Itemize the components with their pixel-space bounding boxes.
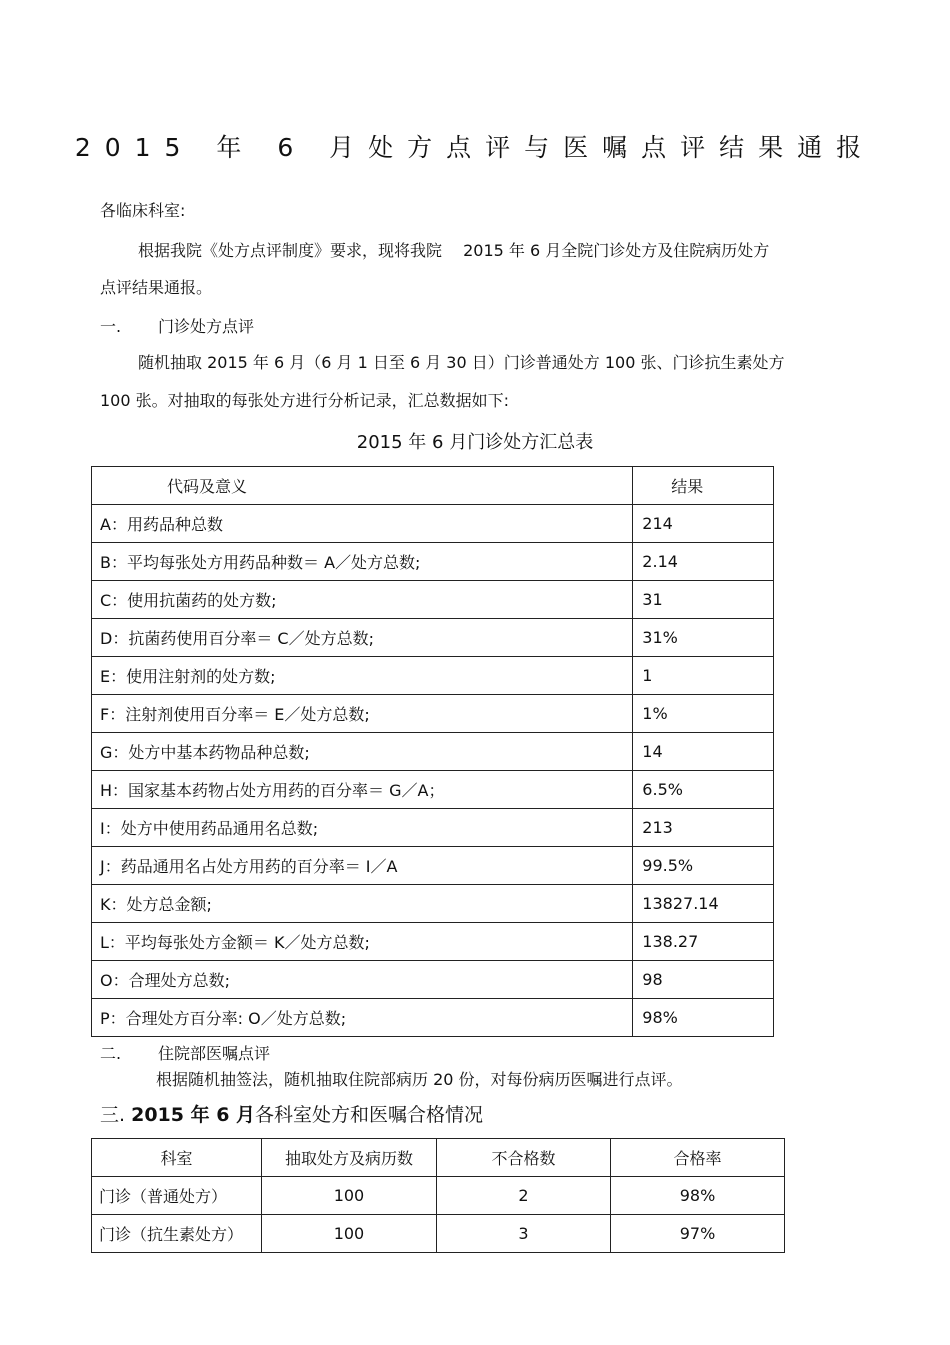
code-meaning-cell: P：合理处方百分率: O／处方总数; xyxy=(92,999,633,1037)
pass-rate-cell: 97% xyxy=(610,1215,784,1253)
result-cell: 98 xyxy=(633,961,774,999)
table-row xyxy=(92,809,774,847)
table-row xyxy=(92,999,774,1037)
result-cell: 1% xyxy=(633,695,774,733)
fail-count-cell: 2 xyxy=(436,1177,610,1215)
table-row xyxy=(92,961,774,999)
table-row xyxy=(92,505,774,543)
code-meaning-cell: C：使用抗菌药的处方数; xyxy=(92,581,633,619)
column-header-fail-count: 不合格数 xyxy=(436,1139,610,1177)
column-header-code: 代码及意义 xyxy=(92,467,633,505)
code-meaning-cell: F：注射剂使用百分率＝ E／处方总数; xyxy=(92,695,633,733)
result-cell: 138.27 xyxy=(633,923,774,961)
section-3-heading xyxy=(100,1100,483,1127)
code-meaning-cell: I：处方中使用药品通用名总数; xyxy=(92,809,633,847)
code-meaning-cell: L：平均每张处方金额＝ K／处方总数; xyxy=(92,923,633,961)
code-meaning-cell: H：国家基本药物占处方用药的百分率＝ G／A； xyxy=(92,771,633,809)
table-row xyxy=(92,581,774,619)
section-3-title-rest: 各科室处方和医嘱合格情况 xyxy=(255,1104,484,1126)
table-row xyxy=(92,619,774,657)
result-cell: 214 xyxy=(633,505,774,543)
department-cell: 门诊（抗生素处方） xyxy=(92,1215,262,1253)
column-header-sample-count: 抽取处方及病历数 xyxy=(261,1139,436,1177)
table-row xyxy=(92,1215,785,1253)
code-meaning-cell: A：用药品种总数 xyxy=(92,505,633,543)
section-1-title: 门诊处方点评 xyxy=(158,317,255,336)
pass-rate-cell: 98% xyxy=(610,1177,784,1215)
code-meaning-cell: E：使用注射剂的处方数; xyxy=(92,657,633,695)
sample-count-cell: 100 xyxy=(261,1215,436,1253)
result-cell: 99.5% xyxy=(633,847,774,885)
result-cell: 1 xyxy=(633,657,774,695)
code-meaning-cell: G：处方中基本药物品种总数; xyxy=(92,733,633,771)
department-table xyxy=(91,1138,785,1253)
result-cell: 31 xyxy=(633,581,774,619)
section-3-title-bold: 2015 年 6 月 xyxy=(131,1104,256,1126)
code-meaning-cell: B：平均每张处方用药品种数＝ A／处方总数; xyxy=(92,543,633,581)
department-cell: 门诊（普通处方） xyxy=(92,1177,262,1215)
section-1-number: 一. xyxy=(100,317,122,336)
section-2-number: 二. xyxy=(100,1044,122,1063)
table-row xyxy=(92,885,774,923)
table-row xyxy=(92,733,774,771)
fail-count-cell: 3 xyxy=(436,1215,610,1253)
intro-paragraph-line-1: 根据我院《处方点评制度》要求，现将我院 2015 年 6 月全院门诊处方及住院病历处方 xyxy=(138,241,770,260)
result-cell: 98% xyxy=(633,999,774,1037)
table-header-row xyxy=(92,1139,785,1177)
intro-paragraph-line-2: 点评结果通报。 xyxy=(100,278,213,297)
code-meaning-cell: J：药品通用名占处方用药的百分率＝ I／A xyxy=(92,847,633,885)
section-2-title: 住院部医嘱点评 xyxy=(158,1044,271,1063)
column-header-pass-rate: 合格率 xyxy=(610,1139,784,1177)
table-header-row xyxy=(92,467,774,505)
section-1-paragraph-line-1: 随机抽取 2015 年 6 月（6 月 1 日至 6 月 30 日）门诊普通处方 100 张、门诊抗生素处方 xyxy=(138,353,785,372)
table-row xyxy=(92,543,774,581)
result-cell: 6.5% xyxy=(633,771,774,809)
table-row xyxy=(92,923,774,961)
summary-table-title: 2015 年 6 月门诊处方汇总表 xyxy=(356,432,594,453)
section-1-paragraph-line-2: 100 张。对抽取的每张处方进行分析记录，汇总数据如下: xyxy=(100,391,510,410)
result-cell: 14 xyxy=(633,733,774,771)
column-header-department: 科室 xyxy=(92,1139,262,1177)
code-meaning-cell: K：处方总金额; xyxy=(92,885,633,923)
code-meaning-cell: D：抗菌药使用百分率＝ C／处方总数; xyxy=(92,619,633,657)
result-cell: 2.14 xyxy=(633,543,774,581)
section-2-heading xyxy=(100,1041,270,1064)
section-1-heading xyxy=(100,314,254,337)
table-row xyxy=(92,771,774,809)
summary-table xyxy=(91,466,774,1037)
section-3-number: 三. xyxy=(100,1104,126,1126)
table-row xyxy=(92,1177,785,1215)
column-header-result: 结果 xyxy=(633,467,774,505)
sample-count-cell: 100 xyxy=(261,1177,436,1215)
document-title: 2015 年 6 月处方点评与医嘱点评结果通报 xyxy=(74,133,876,162)
result-cell: 13827.14 xyxy=(633,885,774,923)
code-meaning-cell: O：合理处方总数; xyxy=(92,961,633,999)
table-row xyxy=(92,657,774,695)
result-cell: 31% xyxy=(633,619,774,657)
section-2-paragraph: 根据随机抽签法，随机抽取住院部病历 20 份，对每份病历医嘱进行点评。 xyxy=(156,1070,683,1089)
table-row xyxy=(92,847,774,885)
result-cell: 213 xyxy=(633,809,774,847)
salutation: 各临床科室: xyxy=(100,201,186,220)
table-row xyxy=(92,695,774,733)
